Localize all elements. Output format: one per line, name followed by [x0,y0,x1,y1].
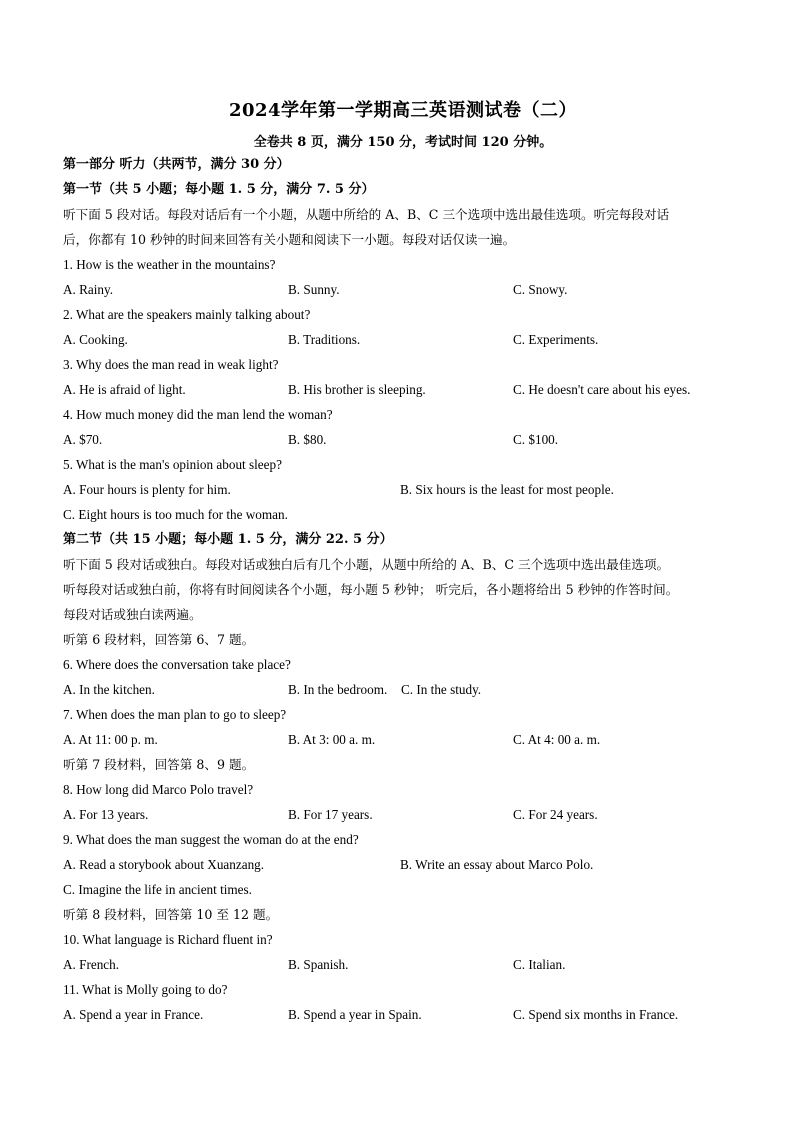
q4-option-c: C. $100. [513,432,559,447]
q6-option-b: B. In the bedroom. [288,682,388,697]
q3-option-a: A. He is afraid of light. [63,382,186,397]
q2-option-c: C. Experiments. [513,332,599,347]
q2-option-a: A. Cooking. [63,332,128,347]
q8-option-b: B. For 17 years. [288,807,373,822]
q7-option-b: B. At 3: 00 a. m. [288,732,376,747]
q5-option-c: C. Eight hours is too much for the woman. [63,507,288,522]
question-6: 6. Where does the conversation take place? [63,657,291,672]
section2-instructions-2: 听每段对话或独白前，你将有时间阅读各个小题，每小题 5 秒钟； 听完后，各小题将给出 5 秒钟的作答时间。 [63,582,679,597]
q8-option-c: C. For 24 years. [513,807,598,822]
q4-option-a: A. $70. [63,432,103,447]
question-11: 11. What is Molly going to do? [63,982,228,997]
material-8-label: 听第 8 段材料，回答第 10 至 12 题。 [63,907,279,922]
part1-heading: 第一部分 听力（共两节，满分 30 分） [63,157,290,172]
q9-option-c: C. Imagine the life in ancient times. [63,882,252,897]
question-5: 5. What is the man's opinion about sleep? [63,457,282,472]
q5-option-a: A. Four hours is plenty for him. [63,482,231,497]
material-6-label: 听第 6 段材料，回答第 6、7 题。 [63,632,255,647]
q9-option-a: A. Read a storybook about Xuanzang. [63,857,265,872]
q1-option-b: B. Sunny. [288,282,340,297]
question-4: 4. How much money did the man lend the woman? [63,407,333,422]
q7-option-c: C. At 4: 00 a. m. [513,732,601,747]
q9-option-b: B. Write an essay about Marco Polo. [400,857,594,872]
section2-instructions-1: 听下面 5 段对话或独白。每段对话或独白后有几个小题，从题中所给的 A、B、C 三个选项中选出最佳选项。 [63,557,670,572]
question-1: 1. How is the weather in the mountains? [63,257,276,272]
q11-option-b: B. Spend a year in Spain. [288,1007,422,1022]
q5-option-b: B. Six hours is the least for most people. [400,482,614,497]
q2-option-b: B. Traditions. [288,332,361,347]
question-8: 8. How long did Marco Polo travel? [63,782,254,797]
question-9: 9. What does the man suggest the woman do at the end? [63,832,359,847]
q8-option-a: A. For 13 years. [63,807,149,822]
q6-option-a: A. In the kitchen. [63,682,155,697]
page-title: 2024学年第一学期高三英语测试卷（二） [228,100,578,121]
q3-option-c: C. He doesn't care about his eyes. [513,382,691,397]
q10-option-b: B. Spanish. [288,957,349,972]
q1-option-c: C. Snowy. [513,282,568,297]
q1-option-a: A. Rainy. [63,282,114,297]
q7-option-a: A. At 11: 00 p. m. [63,732,158,747]
section2-heading: 第二节（共 15 小题；每小题 1. 5 分，满分 22. 5 分） [63,532,393,547]
section1-heading: 第一节（共 5 小题；每小题 1. 5 分，满分 7. 5 分） [63,182,375,197]
section2-instructions-3: 每段对话或独白读两遍。 [63,607,202,622]
material-7-label: 听第 7 段材料，回答第 8、9 题。 [63,757,255,772]
q11-option-a: A. Spend a year in France. [63,1007,204,1022]
q11-option-c: C. Spend six months in France. [513,1007,679,1022]
q4-option-b: B. $80. [288,432,327,447]
q10-option-a: A. French. [63,957,120,972]
question-7: 7. When does the man plan to go to sleep? [63,707,287,722]
question-10: 10. What language is Richard fluent in? [63,932,273,947]
section1-instructions-2: 后，你都有 10 秒钟的时间来回答有关小题和阅读下一小题。每段对话仅读一遍。 [63,232,516,247]
q10-option-c: C. Italian. [513,957,566,972]
exam-info: 全卷共 8 页，满分 150 分，考试时间 120 分钟。 [253,135,553,150]
q6-option-c: C. In the study. [401,682,482,697]
question-3: 3. Why does the man read in weak light? [63,357,279,372]
section1-instructions-1: 听下面 5 段对话。每段对话后有一个小题，从题中所给的 A、B、C 三个选项中选出最佳选项。听完每段对话 [63,207,670,222]
question-2: 2. What are the speakers mainly talking about? [63,307,311,322]
q3-option-b: B. His brother is sleeping. [288,382,426,397]
